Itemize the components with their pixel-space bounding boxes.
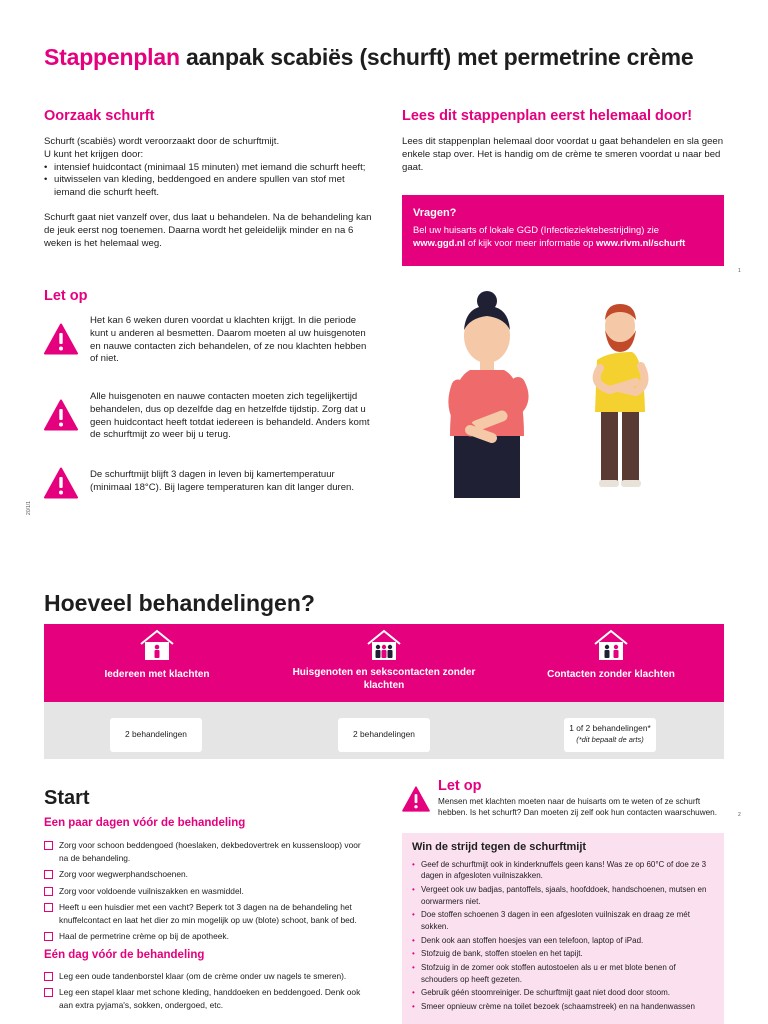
page-title (44, 44, 693, 71)
checkbox[interactable] (44, 903, 53, 912)
oorzaak-intro-1: Schurft (scabiës) wordt veroorzaakt door de schurftmijt. (44, 136, 280, 147)
warning-icon (44, 323, 78, 355)
start-subheading-1: Een paar dagen vóór de behandeling (44, 817, 246, 829)
ggd-link[interactable]: www.ggd.nl (413, 236, 466, 248)
win-item: • Doe stoffen schoenen 3 dagen in een afgesloten vuilniszak en draag ze mét sokken. (412, 909, 714, 932)
oorzaak-heading: Oorzaak schurft (44, 108, 155, 124)
checkbox[interactable] (44, 870, 53, 879)
column-contacten (498, 624, 724, 702)
column-iedereen (44, 624, 270, 702)
woman-figure (450, 291, 524, 498)
value-pill (564, 718, 656, 752)
behandelingen-values (44, 702, 724, 759)
lees-heading: Lees dit stappenplan eerst helemaal door! (402, 108, 693, 124)
win-item: • Stofzuig de bank, stoffen stoelen en het tapijt. (412, 948, 714, 959)
value-note: (*dit bepaalt de arts) (576, 735, 644, 744)
checklist-item[interactable]: Zorg voor voldoende vuilniszakken en wasmiddel. (44, 885, 364, 898)
behandelingen-band (44, 624, 724, 702)
letop-text: Het kan 6 weken duren voordat u klachten krijgt. In die periode kunt u anderen al besmetten. Daarom moeten al uw huisgenoten en nauwe contacten zich behandelen, of ze nou klachten hebben of niet. (90, 315, 367, 365)
page-number-1: 1 (738, 268, 741, 274)
letop-item (44, 315, 374, 375)
letop2-section (402, 778, 724, 824)
letop-heading: Let op (44, 288, 88, 304)
checkbox[interactable] (44, 988, 53, 997)
checklist-item[interactable]: Heeft u een huisdier met een vacht? Beperk tot 3 dagen na de behandeling het knuffelcontact en laat het dier zo min mogelijk op uw (blote) schoot, bank of bed. (44, 901, 364, 926)
win-item: • Stofzuig in de zomer ook stoffen autostoelen als u er met blote benen of schouders op heeft gezeten. (412, 962, 714, 985)
value-pill: 2 behandelingen (338, 718, 430, 752)
letop-item (44, 391, 374, 451)
column-huisgenoten (271, 624, 497, 702)
checklist-item[interactable]: Zorg voor wegwerphandschoenen. (44, 868, 364, 881)
value-pill: 2 behandelingen (110, 718, 202, 752)
win-item: • Geef de schurftmijt ook in kinderknuffels geen kans! Was ze op 60°C of doe ze 3 dagen in afgesloten vuilniszakken. (412, 859, 714, 882)
warning-icon (44, 399, 78, 431)
win-item: • Gebruik géén stoomreiniger. De schurftmijt gaat niet dood door stoom. (412, 987, 714, 998)
house-contacts-icon (593, 629, 629, 661)
start-heading: Start (44, 787, 90, 809)
win-box (402, 833, 724, 1024)
checkbox[interactable] (44, 887, 53, 896)
lees-text: Lees dit stappenplan helemaal door voordat u gaat behandelen en sla geen enkele stap over. Het is handig om de crème te smeren voordat u naar bed gaat. (402, 136, 724, 173)
vragen-heading: Vragen? (413, 207, 457, 219)
letop-text: Alle huisgenoten en nauwe contacten moeten zich tegelijkertijd behandelen, dus op dezelfde dag en hetzelfde tijdstip. Zorg dat u geen huidcontact heeft totdat iedereen is behandeld. Anders komt de schurftmijt zo weer bij u terug. (90, 391, 370, 441)
letop2-text: Mensen met klachten moeten naar de huisarts om te weten of ze schurft hebben. Is het schurft? Dan moeten zij zelf ook hun contacten waarschuwen. (438, 797, 717, 818)
column-label: Iedereen met klachten (104, 669, 210, 680)
win-item: • Denk ook aan stoffen hoesjes van een telefoon, laptop of iPad. (412, 935, 714, 946)
checkbox[interactable] (44, 932, 53, 941)
side-code: 20/1/1 (25, 501, 32, 515)
value-text: 1 of 2 behandelingen* (569, 723, 651, 733)
letop2-heading: Let op (438, 778, 482, 794)
checklist-item[interactable]: Leg een oude tandenborstel klaar (om de crème onder uw nagels te smeren). (44, 970, 364, 983)
checklist-item[interactable]: Leg een stapel klaar met schone kleding, handdoeken en beddengoed. Denk ook aan extra pyjama's, sokken, ondergoed, etc. (44, 986, 364, 1011)
man-figure (595, 304, 645, 487)
oorzaak-section (44, 108, 374, 250)
oorzaak-intro-2: U kunt het krijgen door: (44, 148, 144, 160)
letop-item (44, 467, 374, 503)
column-label: Contacten zonder klachten (547, 669, 675, 680)
page-number-2: 2 (738, 812, 741, 818)
warning-icon (44, 467, 78, 499)
oorzaak-bullet: • uitwisselen van kleding, beddengoed en andere spullen van stof met iemand die schurft heeft. (44, 174, 374, 200)
checklist-item[interactable]: Haal de permetrine crème op bij de apotheek. (44, 930, 364, 943)
house-person-icon (139, 629, 175, 661)
column-label: Huisgenoten en sekscontacten zonder klachten (292, 667, 476, 691)
behandelingen-heading: Hoeveel behandelingen? (44, 590, 315, 616)
checklist-item[interactable]: Zorg voor schoon beddengoed (hoeslaken, dekbedovertrek en kussensloop) voor na de behandeling. (44, 839, 364, 864)
title-accent: Stappenplan (44, 44, 180, 70)
title-rest: aanpak scabiës (schurft) met permetrine crème (179, 44, 694, 70)
vragen-box (402, 195, 724, 266)
vragen-text: Bel uw huisarts of lokale GGD (Infectieziektebestrijding) zie (413, 224, 659, 235)
win-item: • Smeer opnieuw crème na toilet bezoek (schaamstreek) en na handenwassen (412, 1001, 714, 1012)
win-heading: Win de strijd tegen de schurftmijt (412, 841, 587, 853)
win-item: • Vergeet ook uw badjas, pantoffels, sjaals, hoofddoek, handschoenen, mutsen en oorwarmers niet. (412, 884, 714, 907)
oorzaak-bullet: • intensief huidcontact (minimaal 15 minuten) met iemand die schurft heeft; (44, 162, 374, 175)
vragen-text-mid: of kijk voor meer informatie op (465, 236, 597, 248)
people-scratching-illustration (440, 288, 660, 498)
rivm-link[interactable]: www.rivm.nl/schurft (596, 236, 686, 248)
letop-text: De schurftmijt blijft 3 dagen in leven bij kamertemperatuur (minimaal 18°C). Bij lagere temperaturen kan dit langer duren. (90, 469, 355, 493)
checkbox[interactable] (44, 972, 53, 981)
house-people-icon (366, 629, 402, 661)
start-subheading-2: Eén dag vóór de behandeling (44, 948, 205, 961)
checkbox[interactable] (44, 841, 53, 850)
warning-icon (402, 786, 430, 812)
start-section (44, 817, 364, 1015)
lees-section (402, 108, 724, 174)
oorzaak-paragraph: Schurft gaat niet vanzelf over, dus laat u behandelen. Na de behandeling kan de jeuk eerst nog toenemen. Daarna wordt het geleidelijk minder en na 6 weken is het helemaal weg. (44, 211, 372, 249)
